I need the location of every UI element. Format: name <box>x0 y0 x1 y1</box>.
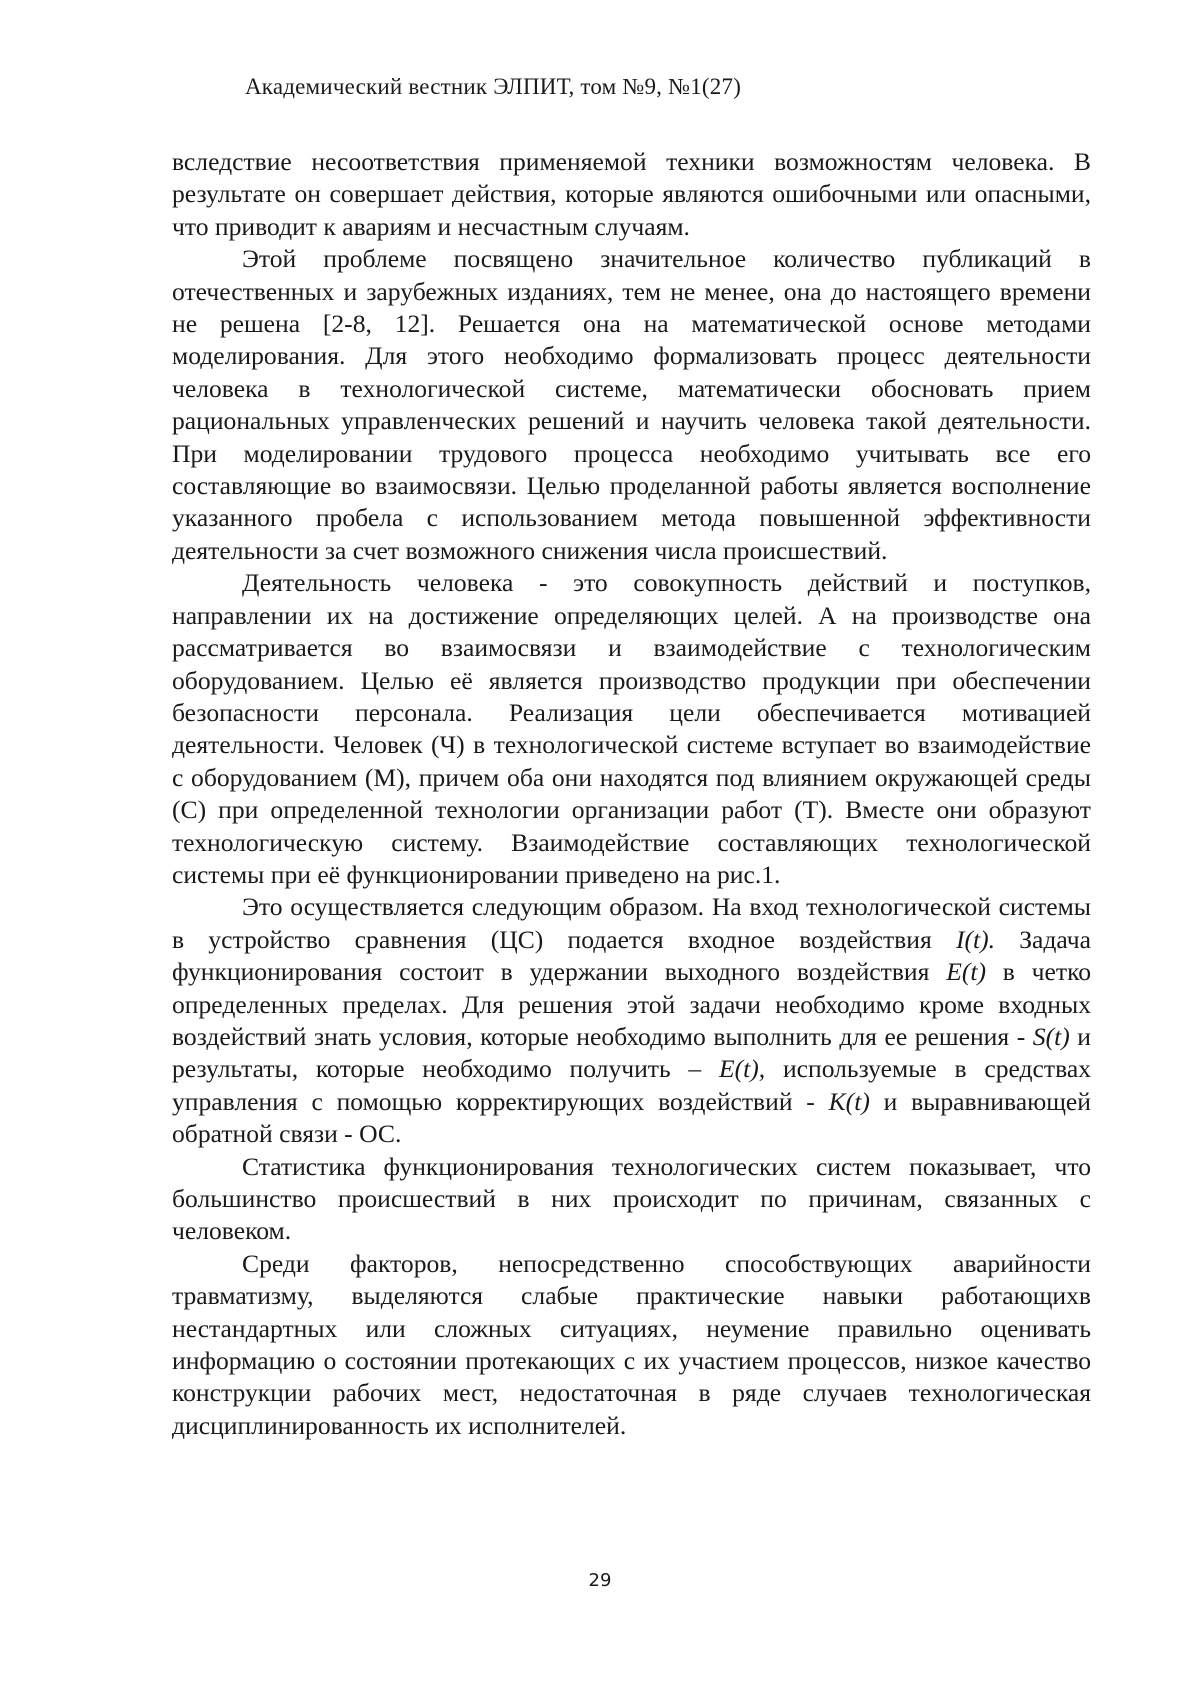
formula-corrective-action: K(t) <box>829 1087 870 1116</box>
running-header: Академический вестник ЭЛПИТ, том №9, №1(27) <box>245 72 741 102</box>
body-text <box>172 146 1091 1442</box>
paragraph-5: Статистика функционирования технологических систем показывает, что большинство происшествий в них происходит по причинам, связанных с человеком. <box>172 1151 1091 1248</box>
paragraph-2: Этой проблеме посвящено значительное количество публикаций в отечественных и зарубежных изданиях, тем не менее, она до настоящего времени не решена [2-8, 12]. Решается она на математической основе методами моделирования. Для этого необходимо формализовать процесс деятельности человека в технологической системе, математически обосновать прием рациональных управленческих решений и научить человека такой деятельности. При моделировании трудового процесса необходимо учитывать все его составляющие во взаимосвязи. Целью проделанной работы является восполнение указанного пробела с использованием метода повышенной эффективности деятельности за счет возможного снижения числа происшествий. <box>172 243 1091 567</box>
paragraph-4-text-6: и выравнивающей обратной связи - ОС. <box>172 1087 1091 1148</box>
formula-output-signal: E(t) <box>946 957 986 986</box>
paragraph-3: Деятельность человека - это совокупность действий и поступков, направлении их на достижение определяющих целей. А на производстве она рассматривается во взаимосвязи и взаимодействие с технологическим оборудованием. Целью её является производство продукции при обеспечении безопасности персонала. Реализация цели обеспечивается мотивацией деятельности. Человек (Ч) в технологической системе вступает во взаимодействие с оборудованием (М), причем оба они находятся под влиянием окружающей среды (С) при определенной технологии организации работ (Т). Вместе они образуют технологическую систему. Взаимодействие составляющих технологической системы при её функционировании приведено на рис.1. <box>172 567 1091 891</box>
document-page <box>0 0 1200 1698</box>
formula-conditions: S(t) <box>1033 1022 1070 1051</box>
paragraph-1: вследствие несоответствия применяемой техники возможностям человека. В результате он совершает действия, которые являются ошибочными или опасными, что приводит к авариям и несчастным случаям. <box>172 146 1091 243</box>
paragraph-4-text-4: и результаты, которые необходимо получить – <box>172 1022 1091 1083</box>
page-number: 29 <box>0 1570 1200 1592</box>
paragraph-6: Среди факторов, непосредственно способствующих аварийности травматизму, выделяются слабые практические навыки работающихв нестандартных или сложных ситуациях, неумение правильно оценивать информацию о состоянии протекающих с их участием процессов, низкое качество конструкции рабочих мест, недостаточная в ряде случаев технологическая дисциплинированность их исполнителей. <box>172 1248 1091 1442</box>
paragraph-4-text-3: в четко определенных пределах. Для решения этой задачи необходимо кроме входных воздействий знать условия, которые необходимо выполнить для ее решения - <box>172 957 1091 1051</box>
formula-input-signal: I(t). <box>956 925 995 954</box>
paragraph-4 <box>172 891 1091 1150</box>
paragraph-4-text-2: Задача функционирования состоит в удержании выходного воздействия <box>172 925 1091 986</box>
formula-results: E(t), <box>719 1054 765 1083</box>
paragraph-4-text-5: используемые в средствах управления с помощью корректирующих воздействий - <box>172 1054 1091 1115</box>
paragraph-4-text-1: Это осуществляется следующим образом. На вход технологической системы в устройство сравнения (ЦС) подается входное воздействия <box>172 892 1091 953</box>
